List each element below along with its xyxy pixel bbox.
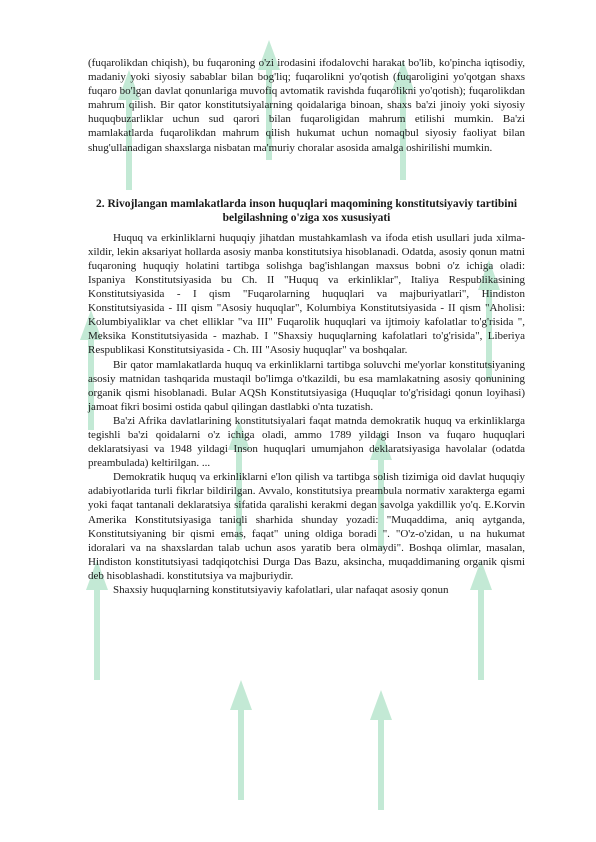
- watermark-leaf-icon: [230, 680, 252, 800]
- paragraph-separate-section: Bir qator mamlakatlarda huquq va erkinliklarni tartibga soluvchi me'yorlar konstitutsiyaning asosiy matnidan tashqarida mustaqil bo'limga o'tkazildi, bu esa mamlakatning asosiy qonunining organik qismi hisoblanadi. Bular AQSh Konstitutsiyasiga (Huquqlar to'g'risidagi qonun loyihasi) jamoat fikri bosimi ostida qabul qilingan dastlabki o'nta tuzatish.: [88, 358, 525, 413]
- document-page: [88, 56, 525, 597]
- paragraph-preamble-debate: Demokratik huquq va erkinliklarni e'lon qilish va tartibga solish tizimiga oid davlat huquqiy adabiyotlarida turli fikrlar bildirilgan. Avvalo, konstitutsiya preambula normativ xarakterga egami yoki faqat tantanali deklaratsiya sifatida qaralishi kerakmi degan savolga yakdillik yo'q. E.Korvin Amerika Konstitutsiyasiga taniqli sharhida shunday yozadi: "Muqaddima, aniq aytganda, Konstitutsiyaning bir qismi emas, faqat" uning oldiga boradi ". "O'z-o'zidan, u na hukumat idoralari va na shaxslardan talab uchun asos yaratib bera olmaydi". Boshqa olimlar, masalan, Hindiston konstitutsiyasi tadqiqotchisi Durga Das Bazu, aksincha, muqaddimaning organik qismi deb hisoblashadi. konstitutsiya va majburiydir.: [88, 471, 525, 582]
- paragraph-legal-sources: Huquq va erkinliklarni huquqiy jihatdan mustahkamlash va ifoda etish usullari juda xilma-xildir, lekin aksariyat hollarda asosiy manba konstitutsiya hisoblanadi. Odatda, asosiy qonun matni fuqaroning huquqiy holatini tartibga solishga bag'ishlangan maxsus bobni o'z ichiga oladi: Ispaniya Konstitutsiyasida bu Ch. II "Huquq va erkinliklar", Italiya Respublikasining Konstitutsiyasida - I qism "Fuqarolarning huquqlari va majburiyatlari", Hindiston Konstitutsiyasida - III qism "Asosiy huquqlar", Kolumbiya Konstitutsiyasida - II qism "Aholisi: Kolumbiyaliklar va chet elliklar "va III" Fuqarolik huquqlari va ijtimoiy kafolatlar to'g'risida ", Meksika Konstitutsiyasida - mazhab. I "Shaxsiy huquqlarning kafolatlari to'g'risida", Liberiya Respublikasi Konstitutsiyasida - Ch. III "Asosiy huquqlar" va boshqalar.: [88, 231, 525, 357]
- watermark-leaf-icon: [370, 690, 392, 810]
- paragraph-citizenship-loss: (fuqarolikdan chiqish), bu fuqaroning o'zi irodasini ifodalovchi harakat bo'lib, ko'pincha iqtisodiy, madaniy yoki siyosiy sabablar bilan bog'liq; fuqarolikni yo'qotish (fuqaroligini yo'qotgan shaxs fuqaro bo'lgan davlat qonunlariga muvofiq avtomatik ravishda fuqarolikni yo'qotish); fuqarolikdan mahrum qilish. Bir qator konstitutsiyalarning qoidalariga binoan, shaxs ba'zi jinoiy yoki siyosiy huquqbuzarliklar uchun sud qarori bilan fuqaroligidan mahrum etilishi mumkin. Ba'zi mamlakatlarda fuqarolikdan mahrum qilish hukumat uchun nomaqbul siyosiy faoliyat bilan shug'ullanadigan shaxslarga nisbatan ma'muriy choralar asosida amalga oshirilishi mumkin.: [88, 57, 525, 154]
- paragraph-african-constitutions: Ba'zi Afrika davlatlarining konstitutsiyalari faqat matnda demokratik huquq va erkinliklarga tegishli ba'zi qoidalarni o'z ichiga oladi, ammo 1789 yildagi Inson va fuqaro huquqlari deklaratsiyasi va 1948 yildagi Inson huquqlari umumjahon deklaratsiyasiga havolalar (odatda preambulada) keltirilgan. ...: [88, 414, 525, 470]
- section-heading: 2. Rivojlangan mamlakatlarda inson huquqlari maqomining konstitutsiyaviy tartibini belgilashning o'ziga xos xususiyati: [95, 197, 518, 224]
- paragraph-personal-rights: Shaxsiy huquqlarning konstitutsiyaviy kafolatlari, ular nafaqat asosiy qonun: [113, 584, 449, 596]
